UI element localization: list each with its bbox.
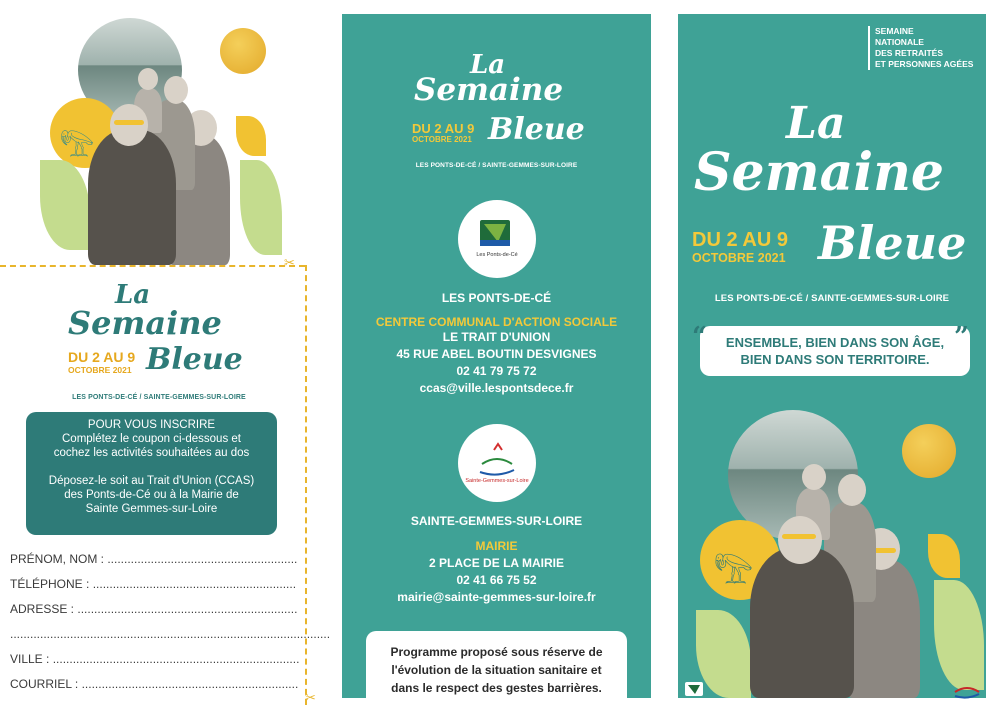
form-field-ville[interactable]: VILLE : .......................................................................... — [10, 652, 300, 666]
form-field-telephone[interactable]: TÉLÉPHONE : ............................................................. — [10, 577, 297, 591]
title-bleue: Bleue — [146, 342, 243, 377]
leaf-decoration — [934, 580, 984, 690]
ccas-phone: 02 41 79 75 72 — [456, 364, 537, 378]
inscription-line: Déposez-le soit au Trait d'Union (CCAS) — [48, 475, 255, 487]
mairie-address: 2 PLACE DE LA MAIRIE — [429, 556, 564, 570]
semaine-nationale-line: SEMAINE — [875, 26, 914, 36]
title-la: La — [786, 98, 846, 149]
notice-line: l'évolution de la situation sanitaire et — [391, 663, 602, 677]
ponts-de-ce-small-logo — [682, 680, 708, 700]
quote-open-icon: “ — [692, 322, 707, 352]
leaf-decoration — [236, 116, 266, 156]
ponts-de-ce-logo-mark — [458, 200, 536, 278]
location-subtitle: LES PONTS-DE-CÉ / SAINTE-GEMMES-SUR-LOIRE — [714, 293, 950, 304]
semaine-nationale-line: ET PERSONNES AGÉES — [875, 59, 974, 69]
semaine-nationale-line: DES RETRAITÉS — [875, 48, 944, 58]
inscription-line: cochez les activités souhaitées au dos — [53, 447, 250, 459]
notice-line: dans le respect des gestes barrières. — [391, 681, 602, 695]
inscription-line: Sainte Gemmes-sur-Loire — [85, 503, 218, 515]
ccas-email[interactable]: ccas@ville.lespontsdece.fr — [419, 381, 574, 395]
person-young-man-head — [838, 474, 866, 506]
sgsl-title: SAINTE-GEMMES-SUR-LOIRE — [410, 514, 583, 528]
tagline-line: BIEN DANS SON TERRITOIRE. — [740, 352, 930, 367]
person-child-head — [802, 464, 826, 490]
person-child-head — [138, 68, 158, 90]
scissors-icon: ✂ — [305, 690, 316, 705]
left-panel-coupon — [0, 0, 331, 712]
sunglasses-icon — [114, 120, 144, 125]
dates-line1: DU 2 AU 9 — [68, 349, 136, 365]
quote-close-icon: ” — [954, 322, 969, 352]
ccas-title: CENTRE COMMUNAL D'ACTION SOCIALE — [375, 315, 618, 329]
scissors-icon: ✂ — [284, 255, 295, 270]
ccas-address: 45 RUE ABEL BOUTIN DESVIGNES — [396, 347, 597, 361]
title-block — [60, 280, 260, 390]
person-old-man — [88, 130, 176, 265]
inscription-line: des Ponts-de-Cé ou à la Mairie de — [64, 489, 239, 501]
heron-icon: 𓅟 — [714, 554, 754, 590]
sainte-gemmes-logo — [458, 424, 536, 502]
ponts-title: LES PONTS-DE-CÉ — [441, 291, 552, 305]
form-field-courriel[interactable]: COURRIEL : ................................................................. — [10, 677, 299, 691]
ponts-de-ce-logo — [458, 200, 536, 278]
person-old-man — [750, 548, 854, 698]
mairie-email[interactable]: mairie@sainte-gemmes-sur-loire.fr — [397, 590, 596, 604]
person-young-man-head — [164, 76, 188, 104]
illustration-seniors — [40, 10, 290, 265]
ccas-name: LE TRAIT D'UNION — [442, 330, 551, 344]
mairie-phone: 02 41 66 75 52 — [456, 573, 537, 587]
dates-line1: DU 2 AU 9 — [412, 121, 475, 136]
cut-line-horizontal — [0, 265, 305, 267]
location-subtitle: LES PONTS-DE-CÉ / SAINTE-GEMMES-SUR-LOIRE — [72, 394, 246, 401]
middle-panel-contacts — [342, 14, 651, 698]
inscription-line: Complétez le coupon ci-dessous et — [62, 433, 241, 445]
notice-line: Programme proposé sous réserve de — [390, 645, 603, 659]
title-block — [690, 98, 980, 278]
dates-line2: OCTOBRE 2021 — [412, 135, 472, 144]
sanitary-notice — [366, 631, 627, 711]
inscription-box — [26, 412, 277, 535]
mairie-title: MAIRIE — [475, 539, 518, 553]
location-subtitle: LES PONTS-DE-CÉ / SAINTE-GEMMES-SUR-LOIRE — [415, 162, 578, 169]
dates-line1: DU 2 AU 9 — [692, 229, 788, 251]
form-field-adresse-2[interactable]: ................................................................................................ — [10, 627, 331, 641]
inscription-title: POUR VOUS INSCRIRE — [87, 419, 216, 431]
semaine-nationale-label — [868, 26, 973, 70]
leaf-decoration — [240, 160, 282, 255]
semaine-nationale-line: NATIONALE — [875, 37, 924, 47]
sgsl-logo-text: Sainte-Gemmes-sur-Loire — [465, 478, 529, 484]
sainte-gemmes-small-logo — [952, 680, 982, 700]
person-old-man-head — [110, 104, 148, 146]
form-field-nom[interactable]: PRÉNOM, NOM : ......................................................... — [10, 552, 298, 566]
form-field-adresse[interactable]: ADRESSE : .................................................................. — [10, 602, 298, 616]
title-bleue: Bleue — [488, 112, 585, 147]
title-block — [412, 50, 592, 160]
title-la: La — [470, 50, 506, 80]
title-semaine: Semaine — [694, 142, 944, 203]
tagline-line: ENSEMBLE, BIEN DANS SON ÂGE, — [725, 335, 945, 350]
title-semaine: Semaine — [414, 72, 564, 108]
illustration-seniors — [696, 410, 986, 698]
ponts-logo-text: Les Ponts-de-Cé — [476, 252, 518, 258]
sun-circle — [902, 424, 956, 478]
sun-circle — [220, 28, 266, 74]
leaf-decoration — [40, 160, 90, 250]
title-bleue: Bleue — [818, 216, 967, 270]
person-old-man-head — [778, 516, 822, 564]
dates-line2: OCTOBRE 2021 — [68, 365, 132, 375]
leaf-decoration — [928, 534, 960, 578]
heron-icon: 𓅟 — [60, 131, 95, 162]
dates-line2: OCTOBRE 2021 — [692, 251, 786, 265]
tagline-box — [700, 326, 970, 376]
title-semaine: Semaine — [68, 304, 222, 342]
title-la: La — [115, 280, 151, 310]
sainte-gemmes-logo-mark — [458, 424, 536, 502]
sunglasses-icon — [782, 534, 816, 539]
right-panel-cover — [678, 14, 986, 698]
